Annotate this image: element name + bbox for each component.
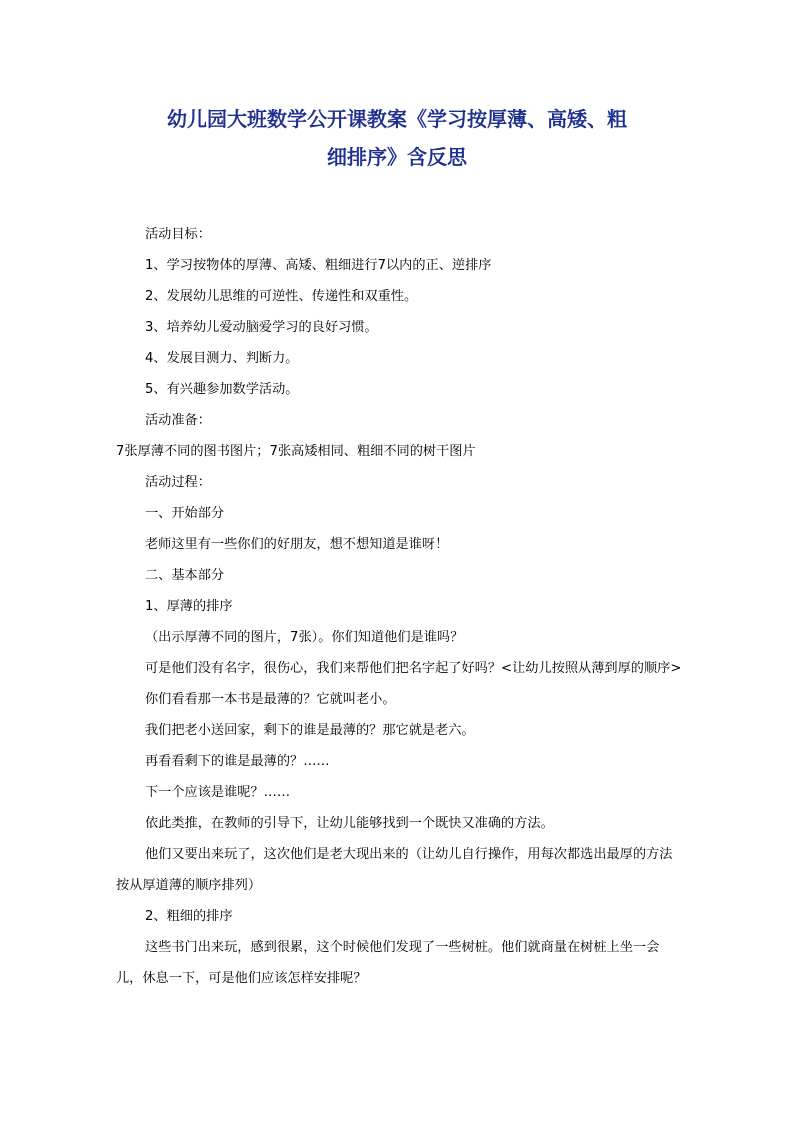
paragraph-next-one: 下一个应该是谁呢？…… [145,785,291,800]
paragraph-thickness-heading: 1、厚薄的排序 [145,599,233,614]
paragraph-naming: 可是他们没有名字，很伤心，我们来帮他们把名字起了好吗？<让幼儿按照从薄到厚的顺序> [145,661,682,676]
paragraph-process-heading: 活动过程： [145,475,211,490]
paragraph-thickness-sort-heading: 2、粗细的排序 [145,909,233,924]
paragraph-thinnest: 你们看看那一本书是最薄的？它就叫老小。 [145,692,396,707]
paragraph-goal-3: 3、培养幼儿爱动脑爱学习的良好习惯。 [145,320,378,335]
paragraph-goal-5: 5、有兴趣参加数学活动。 [145,382,299,397]
document-body [116,219,682,994]
title-line-2: 细排序》含反思 [327,145,467,169]
paragraph-goal-1: 1、学习按物体的厚薄、高矮、粗细进行7以内的正、逆排序 [145,258,492,273]
paragraph-show-pictures: （出示厚薄不同的图片，7张）。你们知道他们是谁吗？ [145,630,464,645]
paragraph-preparation-heading: 活动准备： [145,413,211,428]
paragraph-activity-goals-heading: 活动目标： [145,227,211,242]
paragraph-preparation-items: 7张厚薄不同的图书图片；7张高矮相同、粗细不同的树干图片 [116,444,476,459]
paragraph-tree-stumps: 这些书门出来玩，感到很累，这个时候他们发现了一些树桩。他们就商量在树桩上坐一会儿，休息一下，可是他们应该怎样安排呢？ [116,940,660,986]
paragraph-section-basic: 二、基本部分 [145,568,225,583]
paragraph-start-text: 老师这里有一些你们的好朋友，想不想知道是谁呀！ [145,537,449,552]
paragraph-send-home: 我们把老小送回家，剩下的谁是最薄的？那它就是老六。 [145,723,475,738]
paragraph-look-again: 再看看剩下的谁是最薄的？…… [145,754,330,769]
paragraph-section-start: 一、开始部分 [145,506,225,521]
paragraph-play-again: 他们又要出来玩了，这次他们是老大现出来的（让幼儿自行操作，用每次都选出最厚的方法按从厚道薄的顺序排列） [116,847,673,893]
document-title [110,100,684,176]
paragraph-goal-4: 4、发展目测力、判断力。 [145,351,299,366]
title-line-1: 幼儿园大班数学公开课教案《学习按厚薄、高矮、粗 [167,107,627,131]
paragraph-goal-2: 2、发展幼儿思维的可逆性、传递性和双重性。 [145,289,418,304]
paragraph-method: 依此类推，在教师的引导下，让幼儿能够找到一个既快又准确的方法。 [145,816,554,831]
